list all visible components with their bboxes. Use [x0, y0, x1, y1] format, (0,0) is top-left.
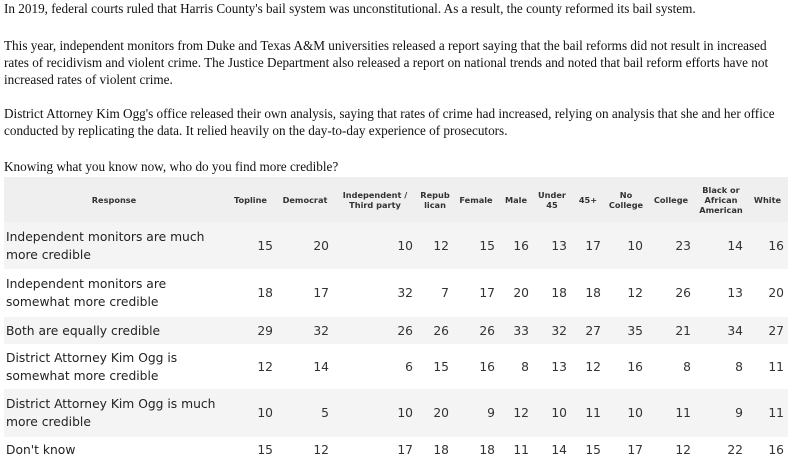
- cell-value: 26: [675, 286, 691, 300]
- cell-value: 22: [727, 443, 743, 457]
- cell-value: 12: [257, 359, 273, 374]
- cell-value: 11: [768, 359, 784, 374]
- cell-value: 12: [585, 359, 601, 374]
- cell-value: 12: [627, 286, 643, 300]
- header-45-plus: 45+: [571, 177, 605, 222]
- cell-value: 6: [405, 359, 413, 374]
- response-label: District Attorney Kim Ogg is much more credible: [6, 397, 216, 429]
- header-under-45: Under 45: [533, 177, 571, 222]
- table-row: [4, 317, 788, 344]
- cell-value: 10: [627, 406, 643, 420]
- cell-value: 26: [479, 323, 495, 338]
- cell-value: 12: [433, 238, 449, 253]
- cell-value: 29: [257, 323, 273, 338]
- header-white: White: [747, 177, 788, 222]
- cell-value: 9: [735, 406, 743, 420]
- cell-value: 18: [257, 286, 273, 300]
- cell-value: 12: [675, 443, 691, 457]
- header-female: Female: [453, 177, 499, 222]
- cell-value: 20: [768, 286, 784, 300]
- header-independent: Independent / Third party: [333, 177, 417, 222]
- response-label: Don't know: [6, 443, 76, 457]
- table-row: [4, 389, 788, 437]
- survey-question: Knowing what you know now, who do you find more credible?: [4, 159, 339, 174]
- header-black: Black or African American: [695, 177, 747, 222]
- header-republican: Repub lican: [417, 177, 453, 222]
- cell-value: 13: [727, 286, 743, 300]
- header-topline: Topline: [224, 177, 277, 222]
- cell-value: 15: [479, 238, 495, 253]
- cell-value: 17: [313, 286, 329, 300]
- table-header-row: [4, 177, 788, 222]
- cell-value: 15: [433, 359, 449, 374]
- cell-value: 17: [585, 238, 601, 253]
- cell-value: 14: [313, 359, 329, 374]
- cell-value: 21: [675, 323, 691, 338]
- header-male: Male: [499, 177, 533, 222]
- results-table: [4, 177, 788, 463]
- cell-value: 10: [397, 238, 413, 253]
- cell-value: 27: [585, 323, 601, 338]
- header-response: Response: [4, 177, 224, 222]
- cell-value: 32: [313, 323, 329, 338]
- cell-value: 17: [479, 286, 495, 300]
- cell-value: 26: [433, 323, 449, 338]
- cell-value: 13: [551, 359, 567, 374]
- cell-value: 12: [513, 406, 529, 420]
- cell-value: 20: [513, 286, 529, 300]
- table-row: [4, 344, 788, 389]
- cell-value: 16: [513, 238, 529, 253]
- cell-value: 9: [487, 406, 495, 420]
- cell-value: 15: [257, 443, 273, 457]
- cell-value: 16: [768, 238, 784, 253]
- cell-value: 5: [321, 406, 329, 420]
- cell-value: 7: [441, 286, 449, 300]
- response-label: Independent monitors are somewhat more credible: [6, 277, 167, 309]
- cell-value: 26: [397, 323, 413, 338]
- monitors-paragraph: This year, independent monitors from Duke and Texas A&M universities released a report saying that the bail reforms did not result in increased rates of recidivism and violent crime. The Justice Department also released a report on national trends and noted that bail reform efforts have not increased rates of violent crime.: [4, 38, 769, 87]
- cell-value: 10: [257, 406, 273, 420]
- cell-value: 11: [675, 406, 691, 420]
- cell-value: 20: [313, 238, 329, 253]
- cell-value: 16: [627, 359, 643, 374]
- cell-value: 18: [479, 443, 495, 457]
- response-label: Both are equally credible: [6, 323, 161, 338]
- header-college: College: [647, 177, 695, 222]
- cell-value: 18: [433, 443, 449, 457]
- cell-value: 15: [585, 443, 601, 457]
- cell-value: 32: [397, 286, 413, 300]
- cell-value: 34: [727, 323, 743, 338]
- table-row: [4, 437, 788, 463]
- cell-value: 35: [627, 323, 643, 338]
- cell-value: 12: [313, 443, 329, 457]
- cell-value: 8: [735, 359, 743, 374]
- cell-value: 11: [585, 406, 601, 420]
- cell-value: 18: [585, 286, 601, 300]
- table-row: [4, 269, 788, 317]
- header-no-college: No College: [605, 177, 647, 222]
- cell-value: 27: [768, 323, 784, 338]
- cell-value: 32: [551, 323, 567, 338]
- cell-value: 17: [397, 443, 413, 457]
- cell-value: 18: [551, 286, 567, 300]
- table-row: [4, 222, 788, 269]
- response-label: Independent monitors are much more credible: [6, 229, 205, 262]
- cell-value: 17: [627, 443, 643, 457]
- cell-value: 8: [521, 359, 529, 374]
- cell-value: 14: [727, 238, 743, 253]
- intro-paragraph: In 2019, federal courts ruled that Harris County's bail system was unconstitutional. As a result, the county reformed its bail system.: [4, 1, 696, 16]
- cell-value: 10: [627, 238, 643, 253]
- cell-value: 33: [513, 323, 529, 338]
- header-democrat: Democrat: [277, 177, 333, 222]
- cell-value: 16: [768, 443, 784, 457]
- cell-value: 23: [675, 238, 691, 253]
- cell-value: 15: [257, 238, 273, 253]
- cell-value: 16: [479, 359, 495, 374]
- cell-value: 11: [768, 406, 784, 420]
- response-label: District Attorney Kim Ogg is somewhat more credible: [6, 350, 178, 383]
- cell-value: 14: [551, 443, 567, 457]
- cell-value: 8: [683, 359, 691, 374]
- cell-value: 10: [397, 406, 413, 420]
- cell-value: 10: [551, 406, 567, 420]
- cell-value: 11: [513, 443, 529, 457]
- cell-value: 13: [551, 238, 567, 253]
- district-attorney-paragraph: District Attorney Kim Ogg's office released their own analysis, saying that rates of crime had increased, relying on analysis that she and her office conducted by replicating the data. It relied heavily on the day-to-day experience of prosecutors.: [4, 106, 775, 138]
- cell-value: 20: [433, 406, 449, 420]
